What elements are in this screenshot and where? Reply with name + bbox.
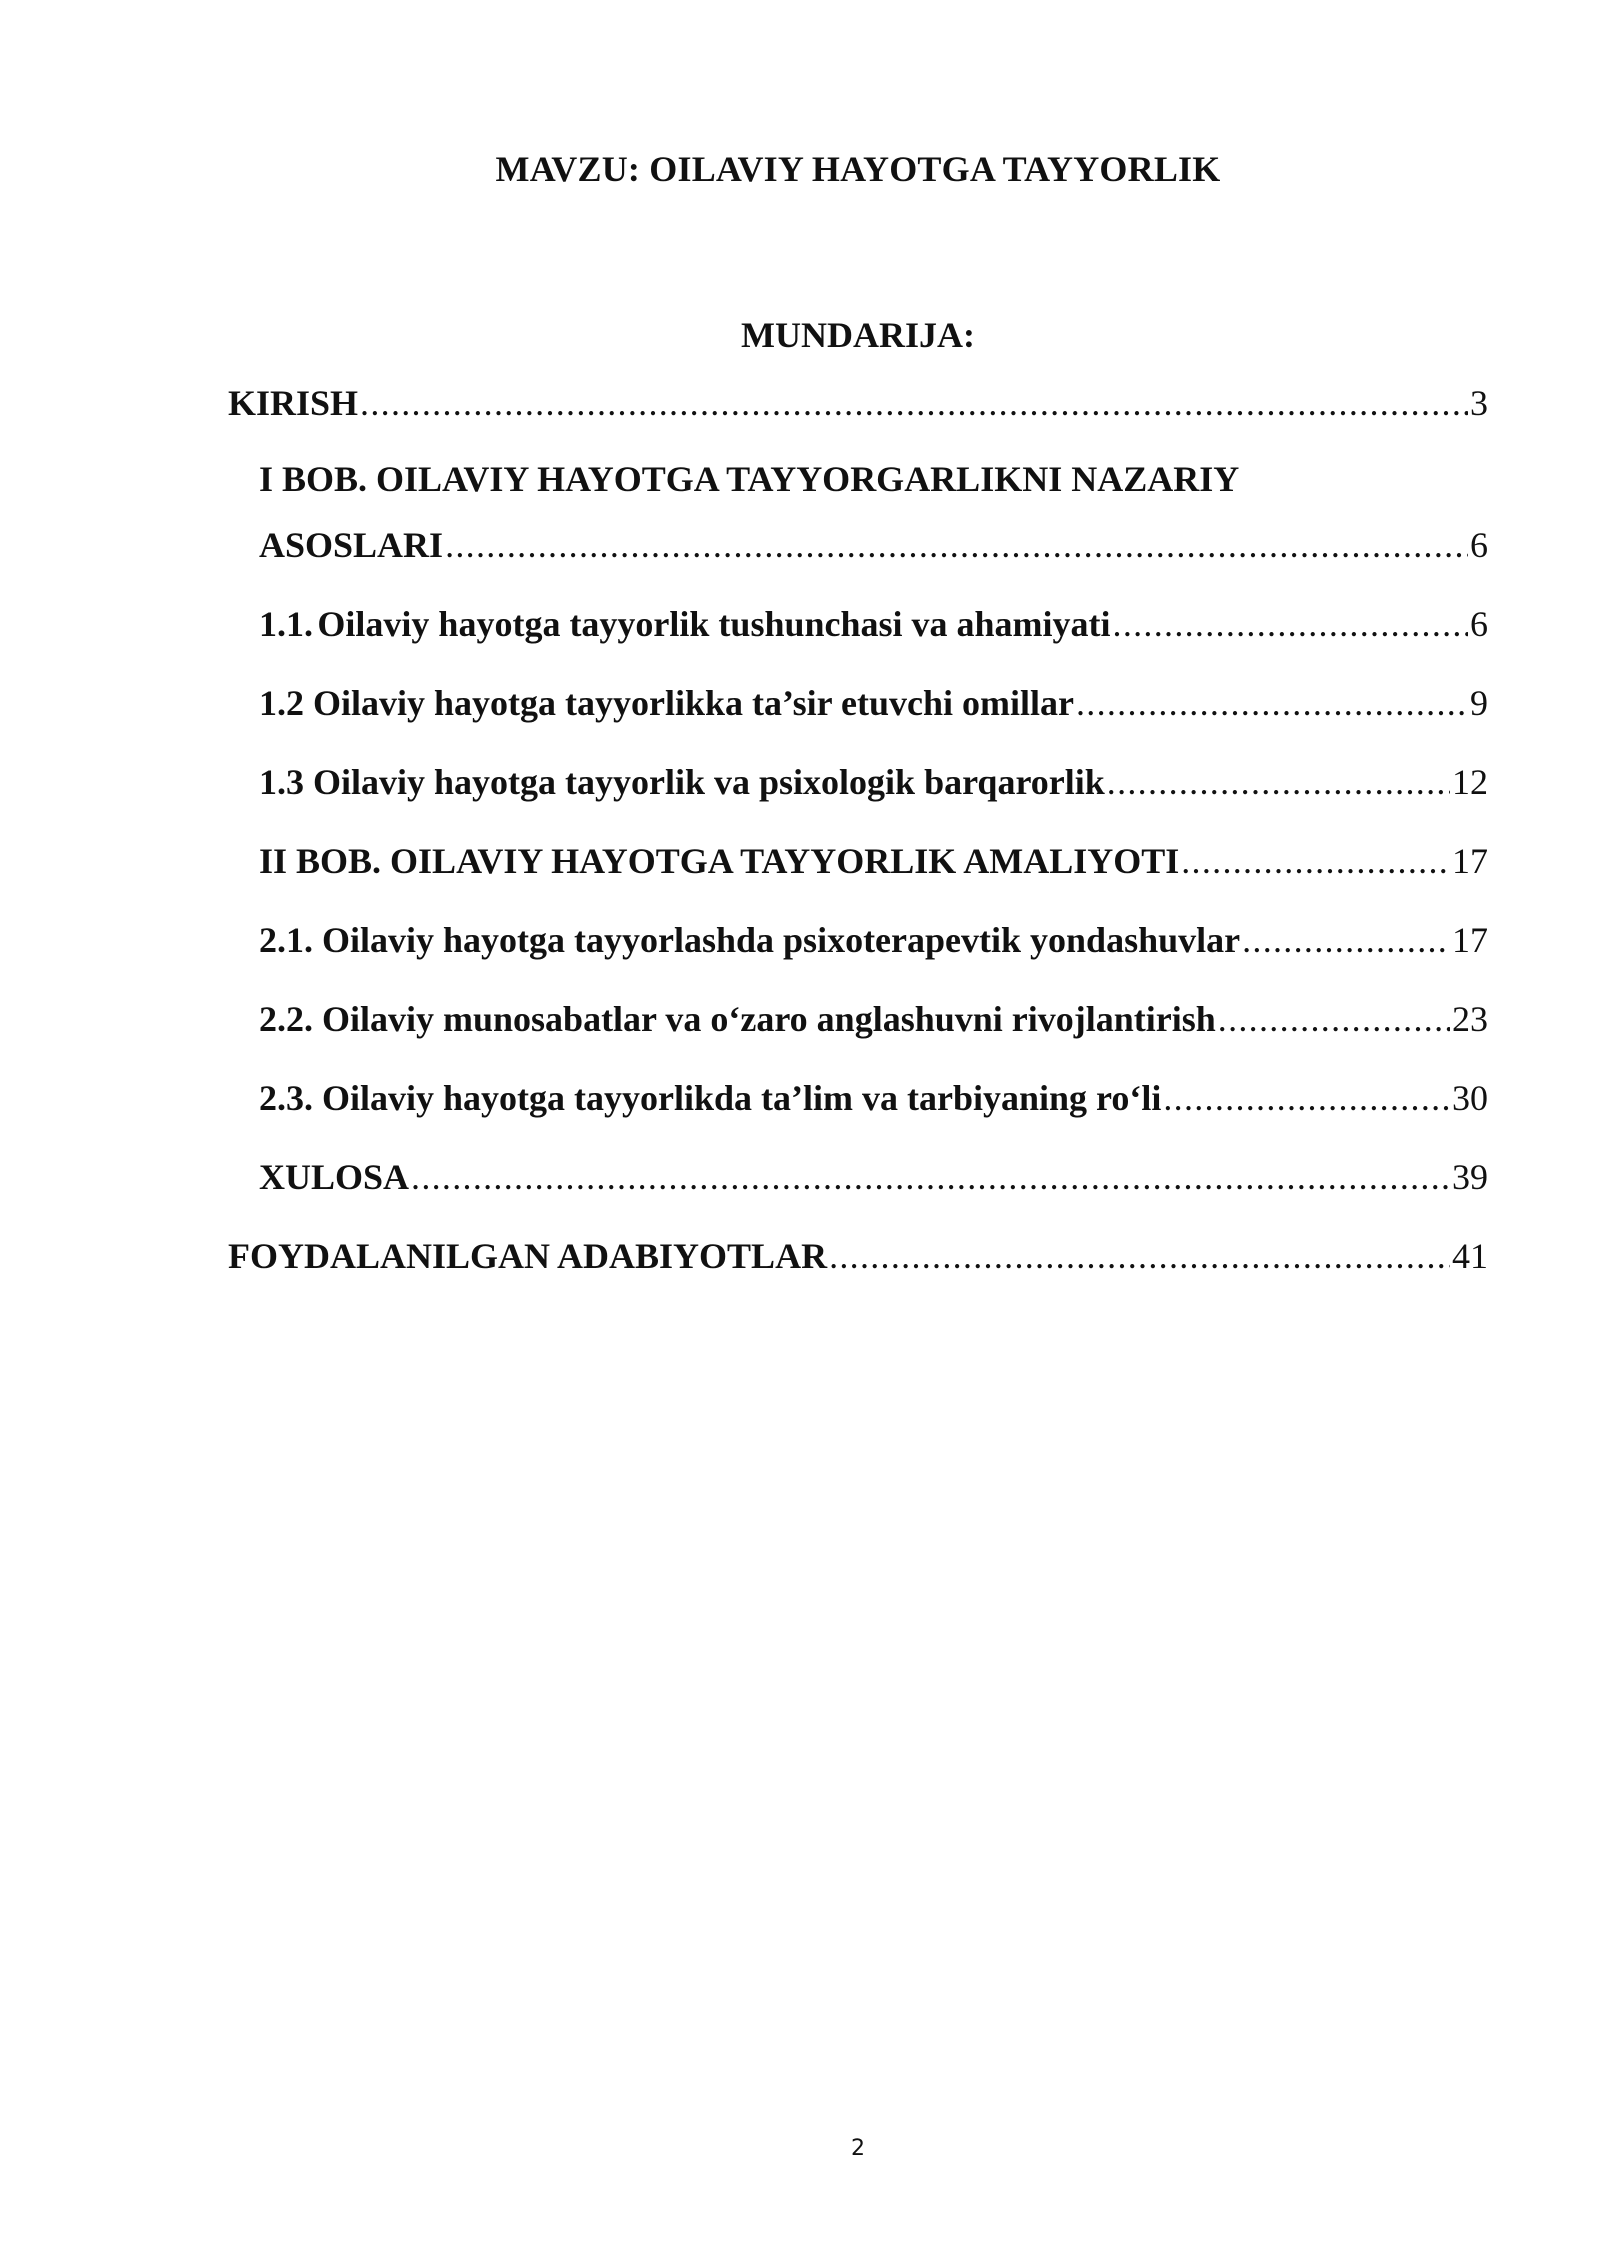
toc-title: MUNDARIJA: (741, 315, 975, 355)
toc-entry-page: 6 (1470, 525, 1488, 565)
toc-entry-adabiyotlar[interactable] (228, 1236, 1488, 1276)
toc-leader-dots (1107, 762, 1450, 802)
toc-entry-label: II BOB. OILAVIY HAYOTGA TAYYORLIK AMALIYOTI (259, 841, 1180, 881)
toc-leader-dots (1181, 841, 1450, 881)
toc-entry-page: 6 (1470, 604, 1488, 644)
toc-entry-label: 2.3. Oilaviy hayotga tayyorlikda ta’lim va tarbiyaning ro‘li (259, 1078, 1162, 1118)
toc-leader-dots (1113, 604, 1468, 644)
toc-entry-kirish[interactable] (228, 383, 1488, 423)
toc-entry-page: 9 (1470, 683, 1488, 723)
toc-entry-page: 41 (1452, 1236, 1488, 1276)
toc-entry-1-3[interactable] (259, 762, 1488, 802)
toc-entry-2-3[interactable] (259, 1078, 1488, 1118)
toc-entry-1-2[interactable] (259, 683, 1488, 723)
topic-heading: MAVZU: OILAVIY HAYOTGA TAYYORLIK (495, 149, 1221, 189)
toc-leader-dots (1242, 920, 1450, 960)
toc-entry-label: Oilaviy hayotga tayyorlik tushunchasi va ahamiyati (317, 604, 1111, 644)
toc-entry-page: 23 (1452, 999, 1488, 1039)
toc-leader-dots (445, 525, 1468, 565)
toc-entry-label: XULOSA (259, 1157, 410, 1197)
toc-entry-label: 2.1. Oilaviy hayotga tayyorlashda psixoterapevtik yondashuvlar (259, 920, 1241, 960)
toc-entry-label: ASOSLARI (259, 525, 444, 565)
toc-entry-2-1[interactable] (259, 920, 1488, 960)
toc-entry-label: FOYDALANILGAN ADABIYOTLAR (228, 1236, 828, 1276)
toc-entry-page: 30 (1452, 1078, 1488, 1118)
toc-entry-bob2[interactable] (259, 841, 1488, 881)
page-number: 2 (851, 2136, 865, 2161)
toc-entry-label: KIRISH (228, 383, 359, 423)
toc-entry-number: 1.1. (259, 604, 313, 644)
toc-entry-xulosa[interactable] (259, 1157, 1488, 1197)
toc-leader-dots (829, 1236, 1450, 1276)
toc-leader-dots (411, 1157, 1450, 1197)
toc-entry-1-1[interactable] (259, 604, 1488, 644)
toc-entry-page: 12 (1452, 762, 1488, 802)
toc-entry-page: 39 (1452, 1157, 1488, 1197)
toc-entry-bob1[interactable] (259, 525, 1488, 565)
toc-entry-page: 3 (1470, 383, 1488, 423)
toc-leader-dots (1076, 683, 1468, 723)
toc-entry-page: 17 (1452, 920, 1488, 960)
toc-leader-dots (1218, 999, 1450, 1039)
toc-entry-label: 1.3 Oilaviy hayotga tayyorlik va psixologik barqarorlik (259, 762, 1105, 802)
toc-entry-label: 1.2 Oilaviy hayotga tayyorlikka ta’sir etuvchi omillar (259, 683, 1074, 723)
toc-leader-dots (1163, 1078, 1450, 1118)
toc-leader-dots (360, 383, 1468, 423)
toc-entry-bob1-line1[interactable]: I BOB. OILAVIY HAYOTGA TAYYORGARLIKNI NAZARIY (259, 459, 1240, 499)
toc-entry-label: 2.2. Oilaviy munosabatlar va o‘zaro anglashuvni rivojlantirish (259, 999, 1216, 1039)
toc-entry-2-2[interactable] (259, 999, 1488, 1039)
toc-entry-page: 17 (1452, 841, 1488, 881)
